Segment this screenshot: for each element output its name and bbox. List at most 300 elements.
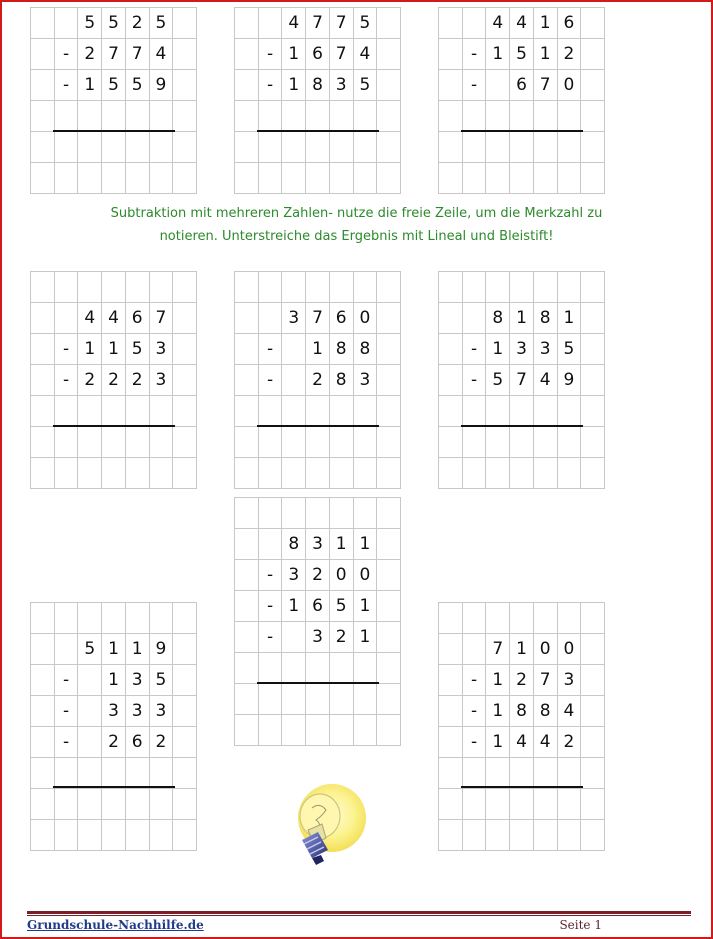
task-grid-6 [438, 271, 605, 489]
grid-cell: - [463, 696, 487, 727]
grid-cell: 6 [510, 70, 534, 101]
grid-cell [377, 498, 401, 529]
result-line-4 [53, 425, 175, 427]
grid-cell [235, 303, 259, 334]
grid-cell: 1 [330, 529, 354, 560]
grid-cell [306, 132, 330, 163]
grid-cell: - [463, 727, 487, 758]
grid-cell: 6 [306, 591, 330, 622]
grid-cell: 6 [126, 727, 150, 758]
grid-cell: 2 [126, 365, 150, 396]
grid-cell [463, 132, 487, 163]
grid-cell [102, 427, 126, 458]
grid-cell [55, 303, 79, 334]
grid-cell [330, 132, 354, 163]
grid-cell [173, 334, 197, 365]
grid-cell [581, 396, 605, 427]
grid-cell [439, 727, 463, 758]
grid-cell: - [259, 560, 283, 591]
grid-cell: 1 [558, 303, 582, 334]
grid-cell: 5 [354, 8, 378, 39]
grid-cell [282, 622, 306, 653]
grid-cell [31, 634, 55, 665]
grid-cell [558, 820, 582, 851]
grid-cell [102, 163, 126, 194]
result-line-2 [257, 130, 379, 132]
grid-cell [259, 8, 283, 39]
grid-cell: 8 [330, 334, 354, 365]
grid-cell: 5 [78, 634, 102, 665]
grid-cell [126, 820, 150, 851]
grid-cell [235, 529, 259, 560]
grid-cell [463, 8, 487, 39]
grid-cell [377, 365, 401, 396]
grid-cell [439, 272, 463, 303]
grid-cell [173, 396, 197, 427]
grid-cell [150, 458, 174, 489]
grid-cell [126, 163, 150, 194]
grid-cell: 3 [126, 696, 150, 727]
grid-cell [150, 163, 174, 194]
grid-cell [581, 665, 605, 696]
grid-cell [150, 132, 174, 163]
grid-cell [282, 715, 306, 746]
grid-cell [439, 758, 463, 789]
result-line-5 [257, 425, 379, 427]
grid-cell: 3 [150, 334, 174, 365]
grid-cell [377, 8, 401, 39]
grid-cell [235, 334, 259, 365]
grid-cell [150, 427, 174, 458]
grid-cell [173, 634, 197, 665]
grid-cell [581, 101, 605, 132]
grid-cell [534, 820, 558, 851]
grid-cell [558, 789, 582, 820]
grid-cell [534, 603, 558, 634]
grid-cell: 0 [534, 634, 558, 665]
grid-cell [173, 820, 197, 851]
grid-cell [173, 427, 197, 458]
grid-cell [534, 272, 558, 303]
grid-cell: 3 [330, 70, 354, 101]
grid-cell [558, 427, 582, 458]
grid-cell [377, 684, 401, 715]
grid-cell: - [55, 334, 79, 365]
grid-cell [259, 458, 283, 489]
grid-cell [534, 458, 558, 489]
grid-cell [354, 653, 378, 684]
grid-cell [306, 715, 330, 746]
grid-cell: 2 [306, 560, 330, 591]
grid-cell [439, 101, 463, 132]
grid-cell [259, 653, 283, 684]
grid-cell [581, 334, 605, 365]
grid-cell [463, 820, 487, 851]
grid-cell [235, 163, 259, 194]
grid-cell [55, 427, 79, 458]
grid-cell [78, 758, 102, 789]
grid-cell [235, 132, 259, 163]
grid-cell [173, 303, 197, 334]
task-grid-4 [30, 271, 197, 489]
result-line-9 [461, 786, 583, 788]
grid-cell [377, 560, 401, 591]
grid-cell [78, 427, 102, 458]
grid-cell: 1 [306, 334, 330, 365]
grid-cell [235, 427, 259, 458]
grid-cell [581, 820, 605, 851]
grid-cell [31, 334, 55, 365]
grid-cell: 0 [330, 560, 354, 591]
grid-cell [259, 427, 283, 458]
grid-cell: - [463, 39, 487, 70]
grid-cell [306, 653, 330, 684]
grid-cell [463, 163, 487, 194]
grid-cell: 7 [150, 303, 174, 334]
grid-cell: 7 [126, 39, 150, 70]
grid-cell: 8 [282, 529, 306, 560]
grid-cell [330, 396, 354, 427]
grid-cell: 5 [510, 39, 534, 70]
grid-cell: 7 [510, 365, 534, 396]
grid-cell [439, 789, 463, 820]
grid-cell [31, 70, 55, 101]
grid-cell [486, 458, 510, 489]
grid-cell [486, 70, 510, 101]
grid-cell [534, 132, 558, 163]
grid-cell [439, 458, 463, 489]
grid-cell [330, 715, 354, 746]
grid-cell [581, 132, 605, 163]
grid-cell: 8 [534, 696, 558, 727]
grid-cell [486, 396, 510, 427]
grid-cell [55, 8, 79, 39]
grid-cell: 9 [150, 634, 174, 665]
grid-cell [150, 789, 174, 820]
grid-cell: - [259, 39, 283, 70]
grid-cell: 5 [486, 365, 510, 396]
grid-cell [78, 272, 102, 303]
grid-cell [377, 334, 401, 365]
grid-cell [463, 458, 487, 489]
grid-cell [126, 758, 150, 789]
grid-cell [354, 272, 378, 303]
grid-cell: - [55, 665, 79, 696]
grid-cell [510, 163, 534, 194]
grid-cell [282, 101, 306, 132]
grid-cell [102, 820, 126, 851]
grid-cell: 1 [510, 303, 534, 334]
grid-cell [31, 396, 55, 427]
grid-cell: 6 [558, 8, 582, 39]
grid-cell [31, 132, 55, 163]
page-number: Seite 1 [559, 918, 602, 932]
grid-cell: 4 [510, 8, 534, 39]
grid-cell [463, 272, 487, 303]
grid-cell [235, 591, 259, 622]
grid-cell [581, 365, 605, 396]
grid-cell [377, 70, 401, 101]
grid-cell: - [55, 365, 79, 396]
grid-cell [282, 365, 306, 396]
grid-cell [259, 529, 283, 560]
grid-cell: 0 [558, 70, 582, 101]
grid-cell [150, 396, 174, 427]
grid-cell [173, 70, 197, 101]
task-grid-2 [234, 7, 401, 194]
grid-cell: 1 [486, 696, 510, 727]
grid-cell: 8 [306, 70, 330, 101]
grid-cell [510, 132, 534, 163]
grid-cell [463, 101, 487, 132]
grid-cell [55, 789, 79, 820]
grid-cell [354, 427, 378, 458]
grid-cell: 5 [354, 70, 378, 101]
footer-divider [27, 911, 691, 916]
grid-cell [126, 272, 150, 303]
grid-cell: 1 [126, 634, 150, 665]
grid-cell: 2 [558, 727, 582, 758]
grid-cell [486, 758, 510, 789]
grid-cell [102, 789, 126, 820]
grid-cell: 1 [486, 334, 510, 365]
grid-cell: 4 [534, 727, 558, 758]
grid-cell [510, 101, 534, 132]
grid-cell [581, 634, 605, 665]
grid-cell [102, 101, 126, 132]
result-line-8 [53, 786, 175, 788]
grid-cell: 7 [486, 634, 510, 665]
grid-cell [463, 303, 487, 334]
grid-cell [306, 427, 330, 458]
grid-cell [330, 272, 354, 303]
grid-cell: 7 [330, 39, 354, 70]
grid-cell [235, 39, 259, 70]
grid-cell [235, 498, 259, 529]
grid-cell [235, 622, 259, 653]
grid-cell [235, 715, 259, 746]
grid-cell [282, 684, 306, 715]
grid-cell [558, 758, 582, 789]
grid-cell [259, 715, 283, 746]
grid-cell: 1 [486, 727, 510, 758]
grid-cell [486, 163, 510, 194]
lightbulb-icon [282, 778, 366, 870]
grid-cell [354, 684, 378, 715]
grid-cell [377, 591, 401, 622]
grid-cell [259, 101, 283, 132]
grid-cell: 4 [282, 8, 306, 39]
grid-cell [282, 132, 306, 163]
grid-cell: 6 [306, 39, 330, 70]
instruction-line-1: Subtraktion mit mehreren Zahlen- nutze die freie Zeile, um die Merkzahl zu [110, 206, 603, 221]
grid-cell: 3 [306, 529, 330, 560]
grid-cell: 5 [102, 70, 126, 101]
grid-cell [377, 653, 401, 684]
grid-cell [173, 132, 197, 163]
grid-cell [354, 132, 378, 163]
grid-cell [581, 789, 605, 820]
grid-cell: - [259, 622, 283, 653]
grid-cell [463, 758, 487, 789]
grid-cell [377, 427, 401, 458]
grid-cell [78, 163, 102, 194]
grid-cell [235, 560, 259, 591]
grid-cell [439, 820, 463, 851]
grid-cell: 2 [126, 8, 150, 39]
grid-cell [581, 727, 605, 758]
grid-cell [510, 789, 534, 820]
grid-cell [235, 396, 259, 427]
grid-cell [377, 622, 401, 653]
grid-cell [78, 820, 102, 851]
grid-cell: 5 [126, 70, 150, 101]
grid-cell: 8 [354, 334, 378, 365]
grid-cell [377, 39, 401, 70]
task-grid-7 [234, 497, 401, 746]
grid-cell [558, 272, 582, 303]
grid-cell [55, 458, 79, 489]
grid-cell [55, 132, 79, 163]
grid-cell [439, 334, 463, 365]
grid-cell [173, 458, 197, 489]
grid-cell: 1 [102, 634, 126, 665]
grid-cell [259, 272, 283, 303]
grid-cell: 4 [78, 303, 102, 334]
grid-cell: 2 [78, 365, 102, 396]
grid-cell [354, 101, 378, 132]
grid-cell [31, 427, 55, 458]
grid-cell [377, 458, 401, 489]
grid-cell: 3 [558, 665, 582, 696]
grid-cell: 8 [534, 303, 558, 334]
result-line-3 [461, 130, 583, 132]
grid-cell [126, 603, 150, 634]
grid-cell [510, 396, 534, 427]
grid-cell [306, 396, 330, 427]
grid-cell [102, 458, 126, 489]
grid-cell: 8 [330, 365, 354, 396]
grid-cell: 7 [102, 39, 126, 70]
grid-cell [259, 163, 283, 194]
grid-cell [439, 365, 463, 396]
grid-cell [102, 603, 126, 634]
grid-cell: 2 [510, 665, 534, 696]
grid-cell [581, 8, 605, 39]
grid-cell [330, 684, 354, 715]
footer-site-link[interactable]: Grundschule-Nachhilfe.de [27, 918, 204, 932]
grid-cell [510, 820, 534, 851]
grid-cell [463, 603, 487, 634]
grid-cell [173, 39, 197, 70]
grid-cell: - [259, 70, 283, 101]
grid-cell: 2 [150, 727, 174, 758]
grid-cell [31, 365, 55, 396]
grid-cell [558, 163, 582, 194]
grid-cell [55, 820, 79, 851]
grid-cell [31, 303, 55, 334]
grid-cell [439, 39, 463, 70]
grid-cell [330, 163, 354, 194]
grid-cell [581, 603, 605, 634]
grid-cell [55, 101, 79, 132]
grid-cell: 0 [558, 634, 582, 665]
grid-cell [354, 715, 378, 746]
grid-cell [534, 101, 558, 132]
grid-cell [102, 272, 126, 303]
grid-cell [31, 8, 55, 39]
task-grid-5 [234, 271, 401, 489]
grid-cell [55, 163, 79, 194]
grid-cell [235, 8, 259, 39]
grid-cell [126, 458, 150, 489]
result-line-7 [257, 682, 379, 684]
grid-cell [282, 458, 306, 489]
grid-cell [463, 427, 487, 458]
grid-cell [78, 132, 102, 163]
grid-cell: 5 [150, 665, 174, 696]
grid-cell [78, 458, 102, 489]
grid-cell [377, 272, 401, 303]
grid-cell [439, 396, 463, 427]
grid-cell [259, 396, 283, 427]
grid-cell [581, 458, 605, 489]
grid-cell [486, 820, 510, 851]
grid-cell [282, 653, 306, 684]
grid-cell: 2 [102, 365, 126, 396]
grid-cell [463, 396, 487, 427]
grid-cell [581, 272, 605, 303]
grid-cell: 1 [102, 665, 126, 696]
grid-cell [534, 758, 558, 789]
grid-cell [354, 458, 378, 489]
grid-cell [439, 696, 463, 727]
grid-cell [439, 70, 463, 101]
instruction-text [40, 202, 673, 248]
grid-cell [581, 427, 605, 458]
grid-cell [486, 272, 510, 303]
grid-cell [31, 272, 55, 303]
grid-cell [235, 365, 259, 396]
grid-cell [558, 101, 582, 132]
grid-cell: 5 [150, 8, 174, 39]
grid-cell [102, 758, 126, 789]
grid-cell [354, 498, 378, 529]
grid-cell: 6 [330, 303, 354, 334]
grid-cell [439, 634, 463, 665]
grid-cell [330, 458, 354, 489]
grid-cell: 0 [354, 560, 378, 591]
grid-cell [439, 603, 463, 634]
grid-cell [558, 603, 582, 634]
grid-cell [259, 303, 283, 334]
grid-cell [439, 427, 463, 458]
grid-cell [31, 603, 55, 634]
grid-cell [173, 789, 197, 820]
task-grid-1 [30, 7, 197, 194]
grid-cell [486, 101, 510, 132]
grid-cell: 3 [126, 665, 150, 696]
grid-cell [581, 70, 605, 101]
grid-cell: 6 [126, 303, 150, 334]
grid-cell [558, 132, 582, 163]
grid-cell: 1 [534, 39, 558, 70]
grid-cell [330, 653, 354, 684]
grid-cell [306, 684, 330, 715]
grid-cell [282, 396, 306, 427]
grid-cell [31, 458, 55, 489]
grid-cell [581, 696, 605, 727]
